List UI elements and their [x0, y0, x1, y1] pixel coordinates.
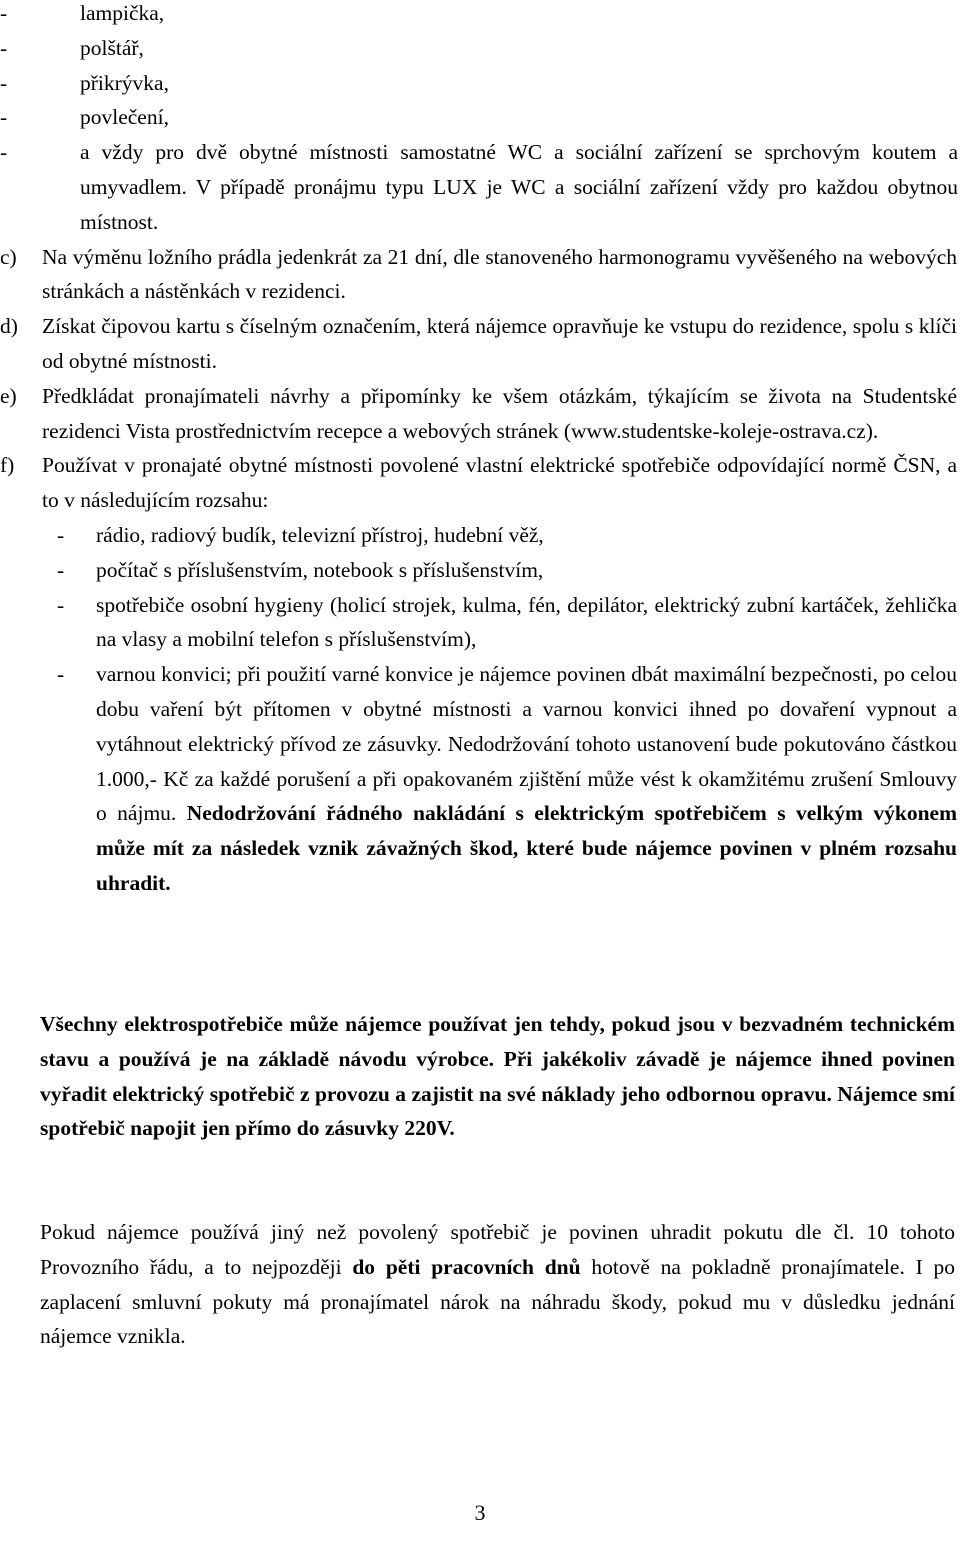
list-dash: - [0, 140, 8, 165]
item-c [0, 240, 957, 310]
item-f [0, 448, 957, 900]
list-dash: - [0, 70, 8, 95]
list-item [0, 66, 958, 101]
list-dash: - [57, 662, 65, 687]
list-item [0, 0, 958, 31]
appliance-text: rádio, radiový budík, televizní přístroj, hudební věž, [96, 522, 544, 547]
page-number: 3 [474, 1500, 486, 1525]
appliance-list-item [42, 518, 957, 553]
kettle-warning-bold: Nedodržování řádného nakládání s elektrickým spotřebičem s velkým výkonem může mít za následek vznik závažných škod, které bude nájemce povinen v plném rozsahu uhradit. [96, 801, 957, 895]
list-item [0, 100, 958, 135]
list-item-text: povlečení, [80, 105, 169, 130]
list-dash: - [57, 557, 65, 582]
list-dash: - [57, 592, 65, 617]
list-item-text: a vždy pro dvě obytné místnosti samostatné WC a sociální zařízení se sprchovým koutem a umyvadlem. V případě pronájmu typu LUX je WC a sociální zařízení vždy pro každou obytnou místnost. [80, 140, 958, 234]
appliance-list-item [42, 588, 957, 658]
penalty-deadline-bold: do pěti pracovních dnů [352, 1254, 581, 1279]
list-item-text: lampička, [80, 1, 165, 25]
penalty-paragraph [40, 1215, 955, 1354]
appliance-text: spotřebiče osobní hygieny (holicí strojek, kulma, fén, depilátor, elektrický zubní kartáček, žehlička na vlasy a mobilní telefon s příslušenstvím), [96, 592, 957, 652]
list-dash: - [0, 35, 8, 60]
list-dash: - [0, 105, 8, 130]
item-d [0, 309, 957, 379]
kettle-text: varnou konvici; při použití varné konvice je nájemce povinen dbát maximální bezpečnosti, po celou dobu vaření být přítomen v obytné místnosti a varnou konvici ihned po dovaření vypnout a vytáhnout elektrický přívod ze zásuvky. Nedodržování tohoto ustanovení bude pokutováno částkou 1.000,- Kč za každé porušení a při opakovaném zjištění může vést k okamžitému zrušení Smlouvy o nájmu. [96, 662, 957, 826]
item-text: Používat v pronajaté obytné místnosti povolené vlastní elektrické spotřebiče odpovídající normě ČSN, a to v následujícím rozsahu: [42, 453, 957, 513]
kettle-list-item [42, 657, 957, 901]
list-item-text: polštář, [80, 35, 144, 60]
list-dash: - [57, 522, 65, 547]
penalty-text-2: hotově na pokladně pronajímatele. I po zaplacení smluvní pokuty má pronajímatel nárok na náhradu škody, pokud mu v důsledku jednání nájemce vznikla. [40, 1254, 956, 1349]
item-letter: d) [0, 314, 18, 339]
list-item-text: přikrývka, [80, 70, 169, 95]
item-e [0, 379, 957, 449]
appliance-list-item [42, 553, 957, 588]
item-letter: c) [0, 244, 17, 269]
item-text: Získat čipovou kartu s číselným označením, která nájemce opravňuje ke vstupu do rezidence, spolu s klíči od obytné místnosti. [42, 314, 957, 373]
item-letter: e) [0, 383, 17, 408]
list-item [0, 135, 958, 239]
appliance-condition-paragraph: Všechny elektrospotřebiče může nájemce používat jen tehdy, pokud jsou v bezvadném technickém stavu a používá je na základě návodu výrobce. Při jakékoliv závadě je nájemce ihned povinen vyřadit elektrický spotřebič z provozu a zajistit na své náklady jeho odbornou opravu. Nájemce smí spotřebič napojit jen přímo do zásuvky 220V. [40, 1012, 955, 1141]
item-text: Předkládat pronajímateli návrhy a připomínky ke všem otázkám, týkajícím se života na Studentské rezidenci Vista prostřednictvím recepce a webových stránek (www.studentske-koleje-ostrava.cz). [42, 383, 957, 443]
penalty-text-1: Pokud nájemce používá jiný než povolený spotřebič je povinen uhradit pokutu dle čl. 10 tohoto Provozního řádu, a to nejpozději [40, 1220, 955, 1279]
item-text: Na výměnu ložního prádla jedenkrát za 21 dní, dle stanoveného harmonogramu vyvěšeného na webových stránkách a nástěnkách v rezidenci. [42, 244, 957, 304]
item-letter: f) [0, 453, 15, 478]
list-dash: - [0, 1, 8, 25]
list-item [0, 31, 958, 66]
appliance-text: počítač s příslušenstvím, notebook s příslušenstvím, [96, 557, 544, 582]
